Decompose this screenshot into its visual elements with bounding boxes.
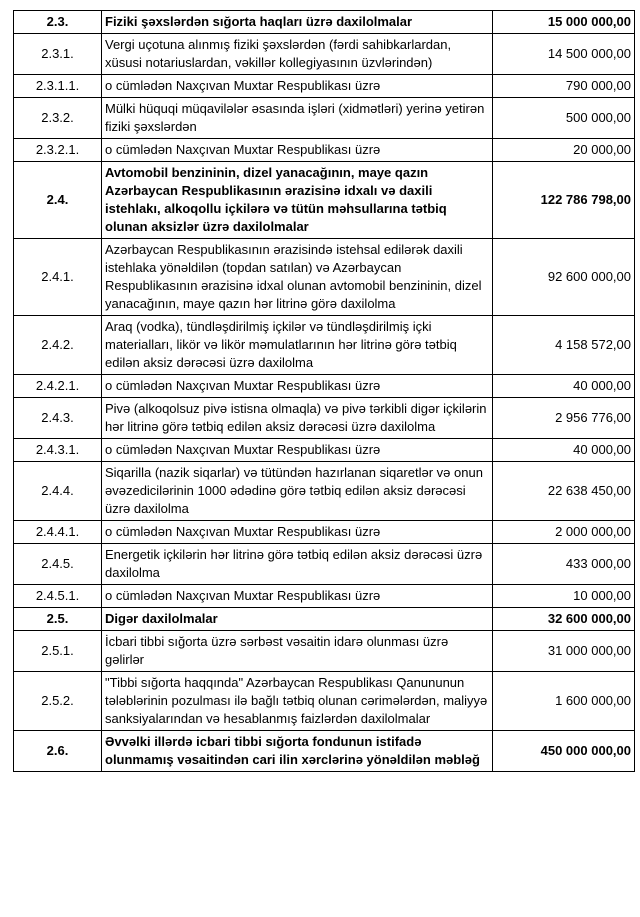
row-description: "Tibbi sığorta haqqında" Azərbaycan Respublikası Qanununun tələblərinin pozulması ilə bağlı tətbiq olunan cərimələrdən, maliyyə sanksiyalarından və hesablanmış faizlərdən daxilolmalar [102,672,493,731]
table-row [14,731,635,772]
row-description: Azərbaycan Respublikasının ərazisində istehsal edilərək daxili istehlaka yönəldilən (topdan satılan) və Azərbaycan Respublikasının ərazisinə idxal olunan avtomobil benzininin, dizel yanacağının, maye qazın hər litrinə görə daxilolma [102,239,493,316]
row-amount: 31 000 000,00 [493,631,635,672]
row-code: 2.5.2. [14,672,102,731]
row-description: o cümlədən Naxçıvan Muxtar Respublikası üzrə [102,521,493,544]
table-row [14,672,635,731]
row-code: 2.3.1.1. [14,75,102,98]
table-row [14,631,635,672]
table-row [14,239,635,316]
row-description: o cümlədən Naxçıvan Muxtar Respublikası üzrə [102,139,493,162]
row-code: 2.4.4. [14,462,102,521]
table-row [14,521,635,544]
row-amount: 433 000,00 [493,544,635,585]
row-amount: 22 638 450,00 [493,462,635,521]
table-row [14,316,635,375]
row-amount: 10 000,00 [493,585,635,608]
table-row [14,34,635,75]
row-amount: 2 000 000,00 [493,521,635,544]
row-amount: 32 600 000,00 [493,608,635,631]
row-description: Digər daxilolmalar [102,608,493,631]
row-amount: 2 956 776,00 [493,398,635,439]
table-row [14,11,635,34]
table-row [14,439,635,462]
row-code: 2.4.5.1. [14,585,102,608]
row-amount: 4 158 572,00 [493,316,635,375]
row-code: 2.3.2.1. [14,139,102,162]
row-code: 2.4.2.1. [14,375,102,398]
row-description: o cümlədən Naxçıvan Muxtar Respublikası üzrə [102,375,493,398]
row-description: Mülki hüquqi müqavilələr əsasında işləri (xidmətləri) yerinə yetirən fiziki şəxslərdən [102,98,493,139]
row-amount: 790 000,00 [493,75,635,98]
row-code: 2.4.1. [14,239,102,316]
row-code: 2.4.2. [14,316,102,375]
table-row [14,462,635,521]
row-description: Siqarilla (nazik siqarlar) və tütündən hazırlanan siqaretlər və onun əvəzedicilərinin 1000 ədədinə görə tətbiq edilən aksiz dərəcəsi üzrə daxilolma [102,462,493,521]
row-amount: 450 000 000,00 [493,731,635,772]
table-row [14,398,635,439]
table-row [14,98,635,139]
row-code: 2.4.4.1. [14,521,102,544]
row-amount: 15 000 000,00 [493,11,635,34]
row-amount: 40 000,00 [493,375,635,398]
row-code: 2.4.5. [14,544,102,585]
table-row [14,375,635,398]
row-code: 2.5.1. [14,631,102,672]
row-description: Fiziki şəxslərdən sığorta haqları üzrə daxilolmalar [102,11,493,34]
table-row [14,608,635,631]
row-amount: 500 000,00 [493,98,635,139]
row-code: 2.4.3. [14,398,102,439]
budget-table-body [14,11,635,772]
row-code: 2.4. [14,162,102,239]
row-description: Araq (vodka), tündləşdirilmiş içkilər və tündləşdirilmiş içki materialları, likör və likör məmulatlarının hər litrinə görə tətbiq edilən aksiz dərəcəsi üzrə daxilolma [102,316,493,375]
row-description: Energetik içkilərin hər litrinə görə tətbiq edilən aksiz dərəcəsi üzrə daxilolma [102,544,493,585]
row-code: 2.4.3.1. [14,439,102,462]
row-code: 2.5. [14,608,102,631]
row-description: Pivə (alkoqolsuz pivə istisna olmaqla) və pivə tərkibli digər içkilərin hər litrinə görə tətbiq edilən aksiz dərəcəsi üzrə daxilolma [102,398,493,439]
row-description: Avtomobil benzininin, dizel yanacağının, maye qazın Azərbaycan Respublikasının ərazisinə idxalı və daxili istehlakı, alkoqollu içkilərə və tütün məhsullarına tətbiq olunan aksizlər üzrə daxilolmalar [102,162,493,239]
row-description: o cümlədən Naxçıvan Muxtar Respublikası üzrə [102,439,493,462]
row-amount: 20 000,00 [493,139,635,162]
row-amount: 92 600 000,00 [493,239,635,316]
table-row [14,139,635,162]
table-row [14,162,635,239]
row-code: 2.3.1. [14,34,102,75]
row-description: o cümlədən Naxçıvan Muxtar Respublikası üzrə [102,75,493,98]
row-description: Əvvəlki illərdə icbari tibbi sığorta fondunun istifadə olunmamış vəsaitindən cari ilin xərclərinə yönəldilən məbləğ [102,731,493,772]
row-amount: 1 600 000,00 [493,672,635,731]
table-row [14,585,635,608]
row-code: 2.3.2. [14,98,102,139]
row-code: 2.3. [14,11,102,34]
table-row [14,75,635,98]
budget-table [13,10,635,772]
row-amount: 14 500 000,00 [493,34,635,75]
row-amount: 40 000,00 [493,439,635,462]
row-description: İcbari tibbi sığorta üzrə sərbəst vəsaitin idarə olunması üzrə gəlirlər [102,631,493,672]
row-description: Vergi uçotuna alınmış fiziki şəxslərdən (fərdi sahibkarlardan, xüsusi notariuslardan, vəkillər kollegiyasının üzvlərindən) [102,34,493,75]
row-description: o cümlədən Naxçıvan Muxtar Respublikası üzrə [102,585,493,608]
table-row [14,544,635,585]
row-amount: 122 786 798,00 [493,162,635,239]
row-code: 2.6. [14,731,102,772]
